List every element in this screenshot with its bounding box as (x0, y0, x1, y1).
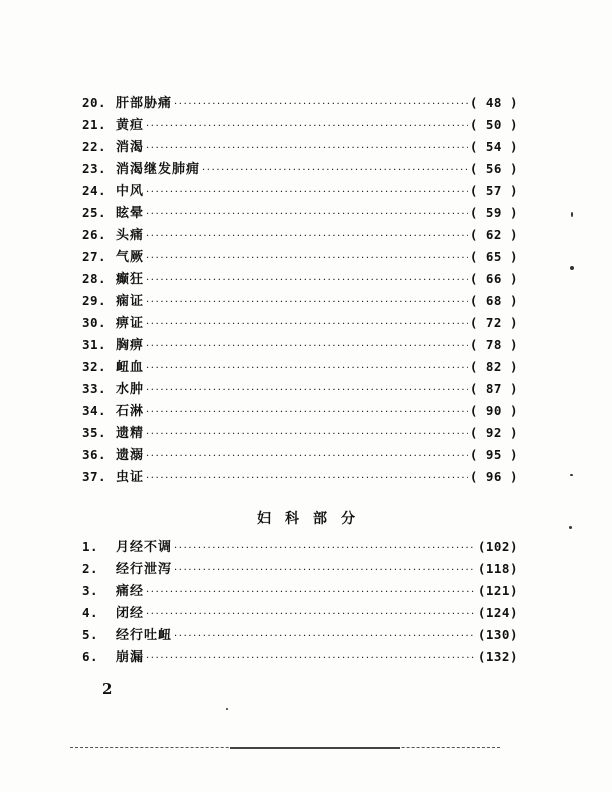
scan-speck (569, 526, 572, 529)
toc-entry-number: 25. (82, 205, 107, 220)
toc-entry (82, 224, 518, 246)
toc-entry-page: ( 82 ) (469, 359, 518, 374)
toc-entry-number: 6. (82, 649, 99, 664)
dot-leader (174, 538, 476, 560)
toc-entry (82, 202, 518, 224)
toc-entry (82, 444, 518, 466)
toc-entry-title: 遗精 (116, 426, 145, 441)
toc-entry-page: (132) (477, 649, 518, 664)
toc-entry-title: 闭经 (116, 606, 145, 621)
dot-leader (146, 116, 468, 138)
toc-entry-page: (121) (477, 583, 518, 598)
toc-entry-number: 28. (82, 271, 107, 286)
toc-entry (82, 158, 518, 180)
toc-entry (82, 646, 518, 668)
toc-entry-page: ( 96 ) (469, 469, 518, 484)
toc-list-gynecology (82, 536, 518, 668)
dot-leader (146, 402, 468, 424)
toc-entry-page: ( 65 ) (469, 249, 518, 264)
toc-entry-title: 眩晕 (116, 206, 145, 221)
toc-entry (82, 422, 518, 444)
toc-entry (82, 268, 518, 290)
toc-entry-page: ( 68 ) (469, 293, 518, 308)
toc-entry-title: 痛经 (116, 584, 145, 599)
toc-entry-number: 24. (82, 183, 107, 198)
toc-entry-page: (102) (477, 539, 518, 554)
toc-entry (82, 356, 518, 378)
toc-entry (82, 580, 518, 602)
toc-entry-page: ( 59 ) (469, 205, 518, 220)
toc-entry-title: 痫证 (116, 294, 145, 309)
dot-leader (146, 270, 468, 292)
toc-entry-title: 经行泄泻 (116, 562, 173, 577)
toc-entry-page: ( 95 ) (469, 447, 518, 462)
toc-entry-title: 消渴 (116, 140, 145, 155)
dot-leader (146, 582, 476, 604)
toc-entry-title: 水肿 (116, 382, 145, 397)
toc-entry (82, 290, 518, 312)
dot-leader (146, 138, 468, 160)
toc-entry (82, 136, 518, 158)
toc-entry-title: 痹证 (116, 316, 145, 331)
toc-entry-title: 黄疸 (116, 118, 145, 133)
toc-entry-page: ( 56 ) (469, 161, 518, 176)
toc-entry-number: 5. (82, 627, 99, 642)
toc-entry (82, 246, 518, 268)
dot-leader (146, 226, 468, 248)
toc-entry-title: 石淋 (116, 404, 145, 419)
toc-entry-number: 26. (82, 227, 107, 242)
toc-entry-title: 胸痹 (116, 338, 145, 353)
toc-entry-number: 32. (82, 359, 107, 374)
dot-leader (174, 560, 476, 582)
dot-leader (146, 248, 468, 270)
toc-entry-title: 崩漏 (116, 650, 145, 665)
dot-leader (146, 314, 468, 336)
toc-entry-title: 肝部胁痛 (116, 96, 173, 111)
toc-entry (82, 180, 518, 202)
toc-entry-page: ( 90 ) (469, 403, 518, 418)
dot-leader (146, 468, 468, 490)
toc-entry-number: 31. (82, 337, 107, 352)
toc-entry-title: 虫证 (116, 470, 145, 485)
toc-entry-page: ( 78 ) (469, 337, 518, 352)
toc-entry-title: 头痛 (116, 228, 145, 243)
toc-entry-number: 36. (82, 447, 107, 462)
dot-leader (202, 160, 468, 182)
toc-entry-title: 遗溺 (116, 448, 145, 463)
toc-entry-title: 经行吐衄 (116, 628, 173, 643)
toc-entry (82, 602, 518, 624)
toc-entry-page: ( 87 ) (469, 381, 518, 396)
toc-entry-number: 34. (82, 403, 107, 418)
toc-entry-page: (118) (477, 561, 518, 576)
toc-entry-page: ( 50 ) (469, 117, 518, 132)
toc-entry-page: (124) (477, 605, 518, 620)
toc-entry-page: ( 62 ) (469, 227, 518, 242)
dot-leader (146, 336, 468, 358)
toc-entry (82, 92, 518, 114)
toc-entry-page: (130) (477, 627, 518, 642)
scan-speck (570, 266, 574, 270)
dot-leader (146, 380, 468, 402)
toc-entry-title: 气厥 (116, 250, 145, 265)
toc-entry-number: 3. (82, 583, 99, 598)
dot-leader (146, 424, 468, 446)
dot-leader (146, 292, 468, 314)
toc-entry-title: 月经不调 (116, 540, 173, 555)
toc-entry (82, 114, 518, 136)
toc-entry (82, 378, 518, 400)
dot-leader (146, 358, 468, 380)
section-heading-gynecology: 妇科部分 (257, 511, 369, 527)
toc-entry (82, 466, 518, 488)
dot-leader (174, 94, 468, 116)
toc-entry-number: 23. (82, 161, 107, 176)
page-number: 2 (102, 680, 113, 698)
toc-entry (82, 536, 518, 558)
toc-entry-number: 29. (82, 293, 107, 308)
toc-entry-number: 27. (82, 249, 107, 264)
dot-leader (146, 604, 476, 626)
toc-entry-page: ( 92 ) (469, 425, 518, 440)
toc-entry-number: 37. (82, 469, 107, 484)
dot-leader (146, 446, 468, 468)
toc-entry-title: 癫狂 (116, 272, 145, 287)
toc-entry (82, 312, 518, 334)
toc-list-internal-medicine (82, 92, 518, 488)
scan-edge-line (230, 747, 400, 749)
scan-speck (570, 474, 573, 476)
toc-entry-page: ( 57 ) (469, 183, 518, 198)
toc-entry-page: ( 72 ) (469, 315, 518, 330)
dot-leader (174, 626, 476, 648)
dot-leader (146, 182, 468, 204)
scan-speck (226, 708, 228, 710)
toc-entry-page: ( 66 ) (469, 271, 518, 286)
dot-leader (146, 648, 476, 670)
toc-entry (82, 558, 518, 580)
toc-entry (82, 334, 518, 356)
toc-entry-title: 消渴继发肺痈 (116, 162, 201, 177)
toc-entry (82, 400, 518, 422)
toc-entry-number: 33. (82, 381, 107, 396)
toc-entry-title: 衄血 (116, 360, 145, 375)
dot-leader (146, 204, 468, 226)
toc-entry-number: 20. (82, 95, 107, 110)
toc-entry (82, 624, 518, 646)
toc-entry-page: ( 48 ) (469, 95, 518, 110)
toc-entry-number: 21. (82, 117, 107, 132)
toc-entry-number: 30. (82, 315, 107, 330)
toc-entry-page: ( 54 ) (469, 139, 518, 154)
toc-entry-title: 中风 (116, 184, 145, 199)
toc-entry-number: 4. (82, 605, 99, 620)
scan-speck (571, 212, 573, 217)
toc-entry-number: 35. (82, 425, 107, 440)
toc-entry-number: 22. (82, 139, 107, 154)
toc-entry-number: 1. (82, 539, 99, 554)
toc-entry-number: 2. (82, 561, 99, 576)
